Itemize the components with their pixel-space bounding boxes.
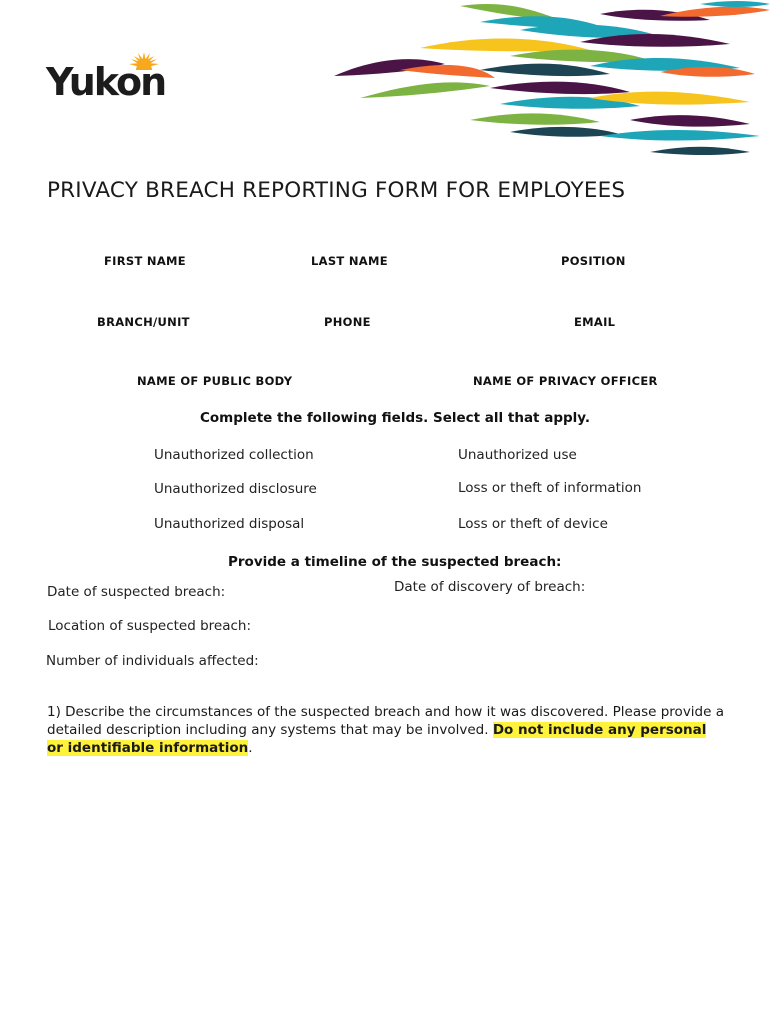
form-title: PRIVACY BREACH REPORTING FORM FOR EMPLOYEES <box>47 178 626 203</box>
question-1 <box>47 703 727 757</box>
phone-label: PHONE <box>324 315 371 329</box>
yukon-logo <box>46 50 191 106</box>
option-unauthorized-use[interactable]: Unauthorized use <box>458 447 577 463</box>
date-discovery-label: Date of discovery of breach: <box>394 579 586 595</box>
option-unauthorized-disposal[interactable]: Unauthorized disposal <box>154 516 305 532</box>
option-loss-theft-device[interactable]: Loss or theft of device <box>458 516 608 532</box>
public-body-label: NAME OF PUBLIC BODY <box>137 374 293 388</box>
branch-unit-label: BRANCH/UNIT <box>97 315 190 329</box>
logo-text: Yukon <box>46 60 166 104</box>
question-1-end: . <box>248 740 253 756</box>
date-suspected-label: Date of suspected breach: <box>47 584 226 600</box>
option-loss-theft-information[interactable]: Loss or theft of information <box>458 480 642 496</box>
option-unauthorized-collection[interactable]: Unauthorized collection <box>154 447 314 463</box>
apply-heading: Complete the following fields. Select all that apply. <box>200 410 590 426</box>
email-label: EMAIL <box>574 315 616 329</box>
privacy-officer-label: NAME OF PRIVACY OFFICER <box>473 374 658 388</box>
first-name-label: FIRST NAME <box>104 254 186 268</box>
decorative-waves <box>330 0 770 165</box>
question-1-text: 1) Describe the circumstances of the suspected breach and how it was discovered. Please provide a detailed description including any systems that may be involved. <box>47 704 724 738</box>
last-name-label: LAST NAME <box>311 254 388 268</box>
position-label: POSITION <box>561 254 626 268</box>
timeline-heading: Provide a timeline of the suspected breach: <box>228 554 562 570</box>
individuals-affected-label: Number of individuals affected: <box>46 653 259 669</box>
option-unauthorized-disclosure[interactable]: Unauthorized disclosure <box>154 481 317 497</box>
location-label: Location of suspected breach: <box>48 618 252 634</box>
question-1-warning: Do not include any personal or identifiable information <box>47 722 707 756</box>
